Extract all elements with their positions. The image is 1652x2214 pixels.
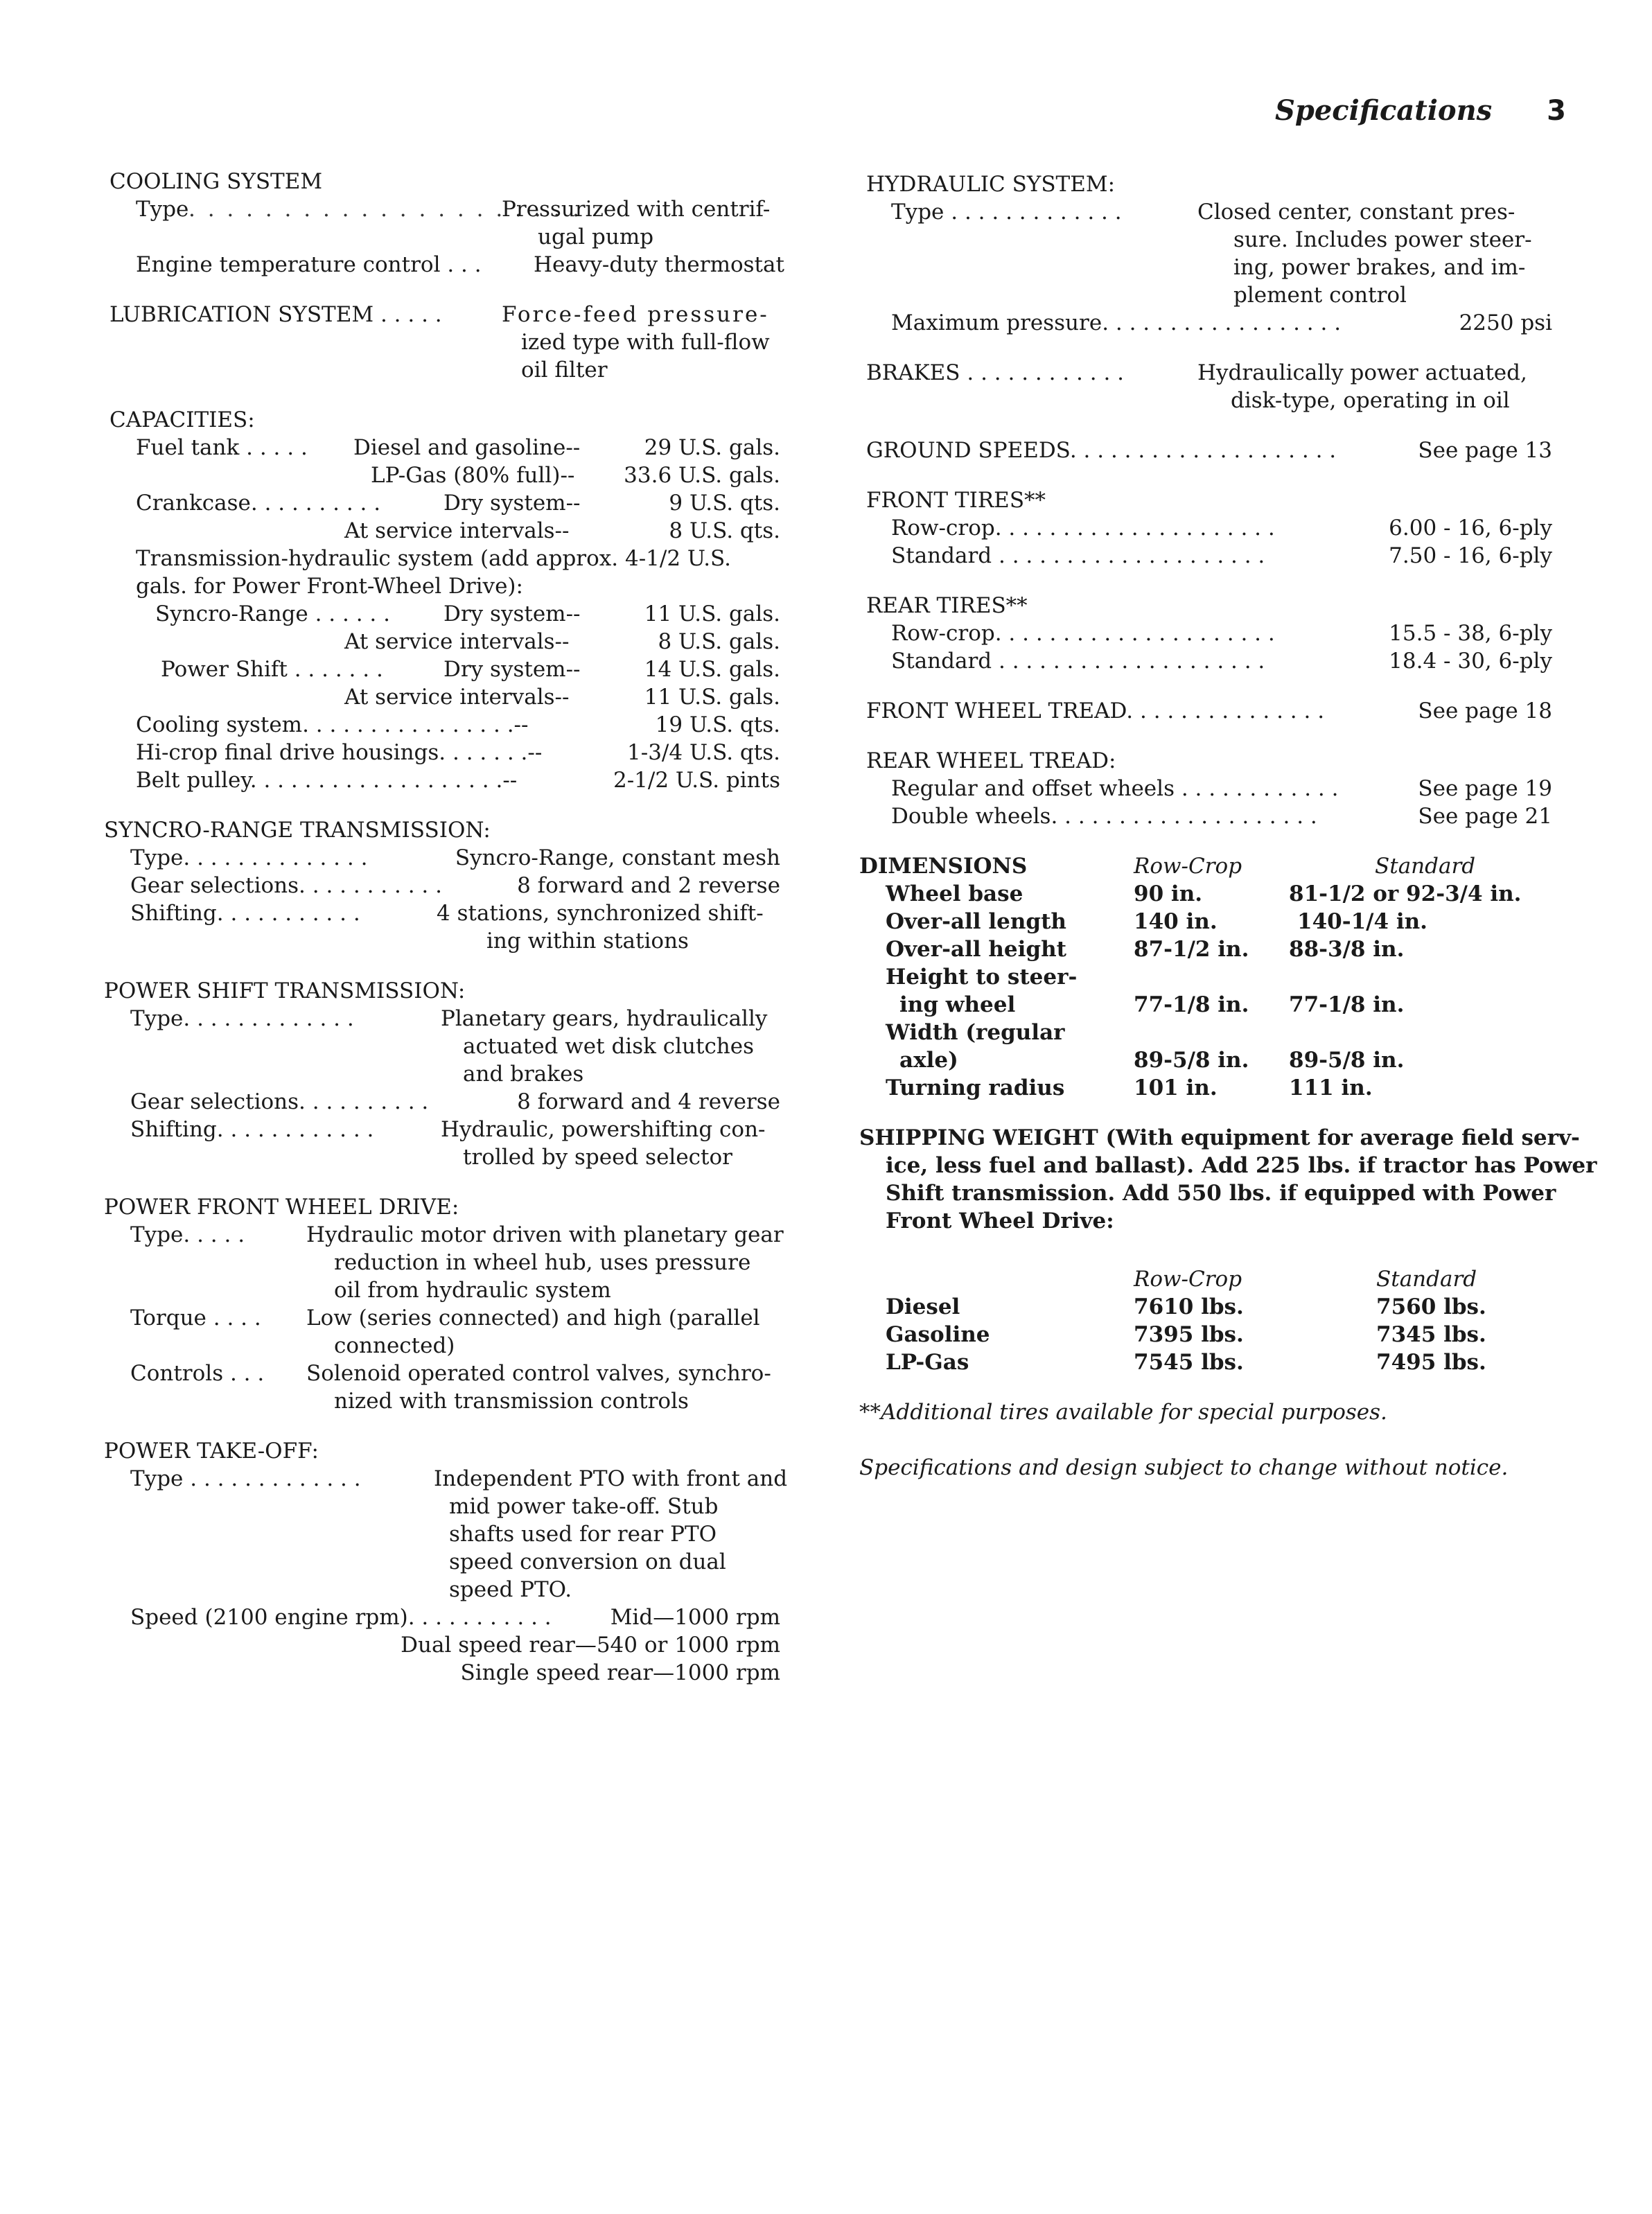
dim-rowcrop: 77-1/8 in. [1134,992,1249,1017]
shipping-rowcrop: 7545 lbs. [1134,1350,1244,1375]
rear-tires-std-value: 18.4 - 30, 6-ply [1389,649,1552,674]
powershift-capacity-label: Power Shift . . . . . . . [161,657,383,682]
pto-speed-mid: Mid—1000 rpm [610,1605,780,1630]
lubrication-label: LUBRICATION SYSTEM . . . . . [109,302,442,327]
syncro-trans-shift-label: Shifting. . . . . . . . . . . [130,901,360,926]
cooling-type-value: Pressurized with centrif- ugal pump [502,197,771,249]
front-tires-std-label: Standard . . . . . . . . . . . . . . . . . . . . [891,543,1265,568]
pfwd-torque-value: Low (series connected) and high (parallel connected) [306,1306,760,1358]
dimensions-col-rowcrop: Row-Crop [1134,854,1242,879]
syncro-transmission-section [104,816,790,955]
rear-tires-row-label: Row-crop. . . . . . . . . . . . . . . . . . . . . [891,621,1275,646]
powershift-dry-label: Dry system-- [443,657,581,682]
page-header [1275,94,1566,139]
shipping-fuel: Diesel [886,1294,960,1319]
shipping-standard: 7345 lbs. [1376,1322,1486,1347]
pto-heading: POWER TAKE-OFF: [104,1439,319,1464]
rear-tread-heading: REAR WHEEL TREAD: [866,748,1116,773]
pto-speed-dual: Dual speed rear—540 or 1000 rpm [401,1633,780,1658]
syncro-dry-label: Dry system-- [443,601,581,626]
cooling-capacity-label: Cooling system. . . . . . . . . . . . . . . .-- [136,712,529,737]
pfwd-type-label: Type. . . . . [130,1222,245,1247]
shipping-rowcrop: 7610 lbs. [1134,1294,1244,1319]
front-tires-heading: FRONT TIRES** [866,488,1046,513]
dim-standard: 140-1/4 in. [1297,909,1427,934]
dim-label-cont: axle) [899,1048,958,1073]
hydraulic-max-value: 2250 psi [1459,310,1552,335]
hydraulic-type-label: Type . . . . . . . . . . . . . [891,200,1122,225]
tires-footnote: **Additional tires available for special purposes. [859,1400,1387,1425]
ps-trans-heading: POWER SHIFT TRANSMISSION: [104,978,466,1003]
power-front-wheel-drive-section [104,1193,790,1415]
shipping-rowcrop: 7395 lbs. [1134,1322,1244,1347]
dimensions-table [859,852,1552,1102]
syncro-trans-shift-value: 4 stations, synchronized shift- ing within stations [437,901,764,954]
fuel-tank-label: Fuel tank . . . . . [136,435,308,460]
crankcase-service-label: At service intervals-- [344,518,570,543]
ps-trans-type-value: Planetary gears, hydraulically actuated wet disk clutches and brakes [441,1006,768,1087]
dim-standard: 111 in. [1289,1075,1373,1100]
hydraulic-section [859,170,1552,337]
cooling-heading: COOLING SYSTEM [109,169,323,194]
pfwd-controls-value: Solenoid operated control valves, synchro- nized with transmission controls [306,1361,771,1414]
syncro-trans-type-value: Syncro-Range, constant mesh [455,845,780,870]
rear-tread-section [859,747,1552,830]
hydraulic-max-label: Maximum pressure. . . . . . . . . . . . . . . . . . [891,310,1342,335]
shipping-col-standard: Standard [1376,1267,1477,1292]
ground-speeds-section [859,437,1552,464]
hydraulic-heading: HYDRAULIC SYSTEM: [866,172,1116,197]
pfwd-torque-label: Torque . . . . [130,1306,261,1330]
dim-rowcrop: 101 in. [1134,1075,1218,1100]
pto-speed-single: Single speed rear—1000 rpm [460,1660,780,1685]
syncro-service-value: 8 U.S. gals. [658,629,780,654]
dim-standard: 77-1/8 in. [1289,992,1405,1017]
dim-standard: 89-5/8 in. [1289,1048,1405,1073]
shipping-weight-section [859,1124,1597,1376]
fuel-lp-label: LP-Gas (80% full)-- [371,463,575,488]
dim-standard: 81-1/2 or 92-3/4 in. [1289,881,1522,906]
engine-temp-value: Heavy-duty thermostat [534,252,784,277]
ps-trans-shift-value: Hydraulic, powershifting con- trolled by speed selector [441,1117,766,1170]
pfwd-type-value: Hydraulic motor driven with planetary gear reduction in wheel hub, uses pressure oil from hydraulic system [306,1222,784,1303]
capacities-heading: CAPACITIES: [109,407,255,432]
syncro-capacity-label: Syncro-Range . . . . . . [155,601,390,626]
dim-rowcrop: 90 in. [1134,881,1203,906]
cooling-capacity-value: 19 U.S. qts. [655,712,780,737]
brakes-value: Hydraulically power actuated, disk-type, operating in oil [1197,360,1527,413]
dim-label: Wheel base [886,881,1023,906]
rear-tread-double-value: See page 21 [1418,804,1552,829]
ground-speeds-value: See page 13 [1418,438,1552,463]
cooling-system-section [104,168,790,279]
shipping-standard: 7495 lbs. [1376,1350,1486,1375]
front-tires-row-label: Row-crop. . . . . . . . . . . . . . . . . . . . . [891,516,1275,541]
fuel-diesel-value: 29 U.S. gals. [644,435,780,460]
disclaimer: Specifications and design subject to change without notice. [859,1455,1509,1480]
crankcase-dry-value: 9 U.S. qts. [669,491,780,516]
shipping-weight-text: SHIPPING WEIGHT (With equipment for average field serv- ice, less fuel and ballast). Add 225 lbs. if tractor has Power Shift transmission. Add 550 lbs. if equipped with Power Front Wheel Drive: [859,1125,1597,1233]
brakes-label: BRAKES . . . . . . . . . . . . [866,360,1125,385]
front-tread-value: See page 18 [1418,699,1552,723]
dim-label: Over-all height [886,937,1066,962]
crankcase-service-value: 8 U.S. qts. [669,518,780,543]
syncro-trans-gear-label: Gear selections. . . . . . . . . . . [130,873,442,898]
rear-tires-row-value: 15.5 - 38, 6-ply [1389,621,1552,646]
powershift-transmission-section [104,977,790,1171]
fuel-diesel-label: Diesel and gasoline-- [353,435,581,460]
belt-pulley-value: 2-1/2 U.S. pints [613,768,780,793]
crankcase-label: Crankcase. . . . . . . . . . [136,491,381,516]
engine-temp-label: Engine temperature control . . . [136,252,482,277]
ps-trans-gear-value: 8 forward and 4 reverse [517,1089,780,1114]
dimensions-heading: DIMENSIONS [859,854,1028,879]
pto-type-label: Type . . . . . . . . . . . . . [130,1466,361,1491]
rear-tires-heading: REAR TIRES** [866,593,1028,618]
ground-speeds-label: GROUND SPEEDS. . . . . . . . . . . . . . . . . . . . [866,438,1337,463]
dim-label: Turning radius [886,1075,1065,1100]
left-column [104,168,790,1709]
dim-standard: 88-3/8 in. [1289,937,1405,962]
dim-label-cont: ing wheel [899,992,1016,1017]
rear-tires-std-label: Standard . . . . . . . . . . . . . . . . . . . . [891,649,1265,674]
lubrication-section [104,301,790,384]
dim-label: Width (regular [886,1020,1065,1045]
rear-tread-regular-value: See page 19 [1418,776,1552,801]
dim-rowcrop: 140 in. [1134,909,1218,934]
cooling-type-label: Type [136,197,189,222]
dimensions-col-standard: Standard [1375,854,1476,879]
syncro-trans-type-label: Type. . . . . . . . . . . . . . [130,845,368,870]
fuel-lp-value: 33.6 U.S. gals. [624,463,780,488]
power-take-off-section [104,1437,790,1687]
front-tread-label: FRONT WHEEL TREAD. . . . . . . . . . . . . . . [866,699,1325,723]
shipping-fuel: LP-Gas [886,1350,969,1375]
front-tires-section [859,486,1552,570]
page-number: 3 [1547,95,1566,127]
pfwd-heading: POWER FRONT WHEEL DRIVE: [104,1195,459,1220]
pto-speed-label: Speed (2100 engine rpm). . . . . . . . . . . [130,1605,552,1630]
shipping-standard: 7560 lbs. [1376,1294,1486,1319]
page-title: Specifications [1275,94,1493,127]
ps-trans-gear-label: Gear selections. . . . . . . . . . [130,1089,429,1114]
hydraulic-type-value: Closed center, constant pres- sure. Includes power steer- ing, power brakes, and im- plement control [1197,200,1532,308]
front-tires-row-value: 6.00 - 16, 6-ply [1389,516,1552,541]
powershift-service-value: 11 U.S. gals. [644,685,780,710]
shipping-weight-table [859,1265,1552,1376]
powershift-dry-value: 14 U.S. gals. [644,657,780,682]
right-column [859,170,1597,1482]
syncro-dry-value: 11 U.S. gals. [644,601,780,626]
hicrop-label: Hi-crop final drive housings. . . . . . .-- [136,740,543,765]
dim-rowcrop: 89-5/8 in. [1134,1048,1249,1073]
rear-tires-section [859,592,1552,675]
ps-trans-type-label: Type. . . . . . . . . . . . . [130,1006,354,1031]
capacities-section [104,406,790,794]
syncro-trans-heading: SYNCRO-RANGE TRANSMISSION: [104,818,491,843]
transmission-hydraulic-note: Transmission-hydraulic system (add approx. 4-1/2 U.S. gals. for Power Front-Wheel Drive): [136,546,732,599]
dim-label: Height to steer- [886,965,1078,990]
leader-dots: . . . . . . . . . . . . . . . . . . . . . [188,197,583,222]
pfwd-controls-label: Controls . . . [130,1361,265,1386]
powershift-service-label: At service intervals-- [344,685,570,710]
rear-tread-double-label: Double wheels. . . . . . . . . . . . . . . . . . . . [891,804,1317,829]
ps-trans-shift-label: Shifting. . . . . . . . . . . . [130,1117,374,1142]
belt-pulley-label: Belt pulley. . . . . . . . . . . . . . . . . . .-- [136,768,518,793]
rear-tread-regular-label: Regular and offset wheels . . . . . . . . . . . . [891,776,1339,801]
crankcase-dry-label: Dry system-- [443,491,581,516]
hicrop-value: 1-3/4 U.S. qts. [627,740,780,765]
syncro-trans-gear-value: 8 forward and 2 reverse [517,873,780,898]
lubrication-value: Force-feed pressure- ized type with full-flow oil filter [502,302,770,383]
shipping-col-rowcrop: Row-Crop [1134,1267,1242,1292]
front-tires-std-value: 7.50 - 16, 6-ply [1389,543,1552,568]
brakes-section [859,359,1552,414]
pto-type-value: Independent PTO with front and mid power take-off. Stub shafts used for rear PTO speed conversion on dual speed PTO. [434,1466,788,1602]
front-tread-section [859,697,1552,725]
dim-rowcrop: 87-1/2 in. [1134,937,1249,962]
shipping-fuel: Gasoline [886,1322,990,1347]
syncro-service-label: At service intervals-- [344,629,570,654]
dim-label: Over-all length [886,909,1066,934]
